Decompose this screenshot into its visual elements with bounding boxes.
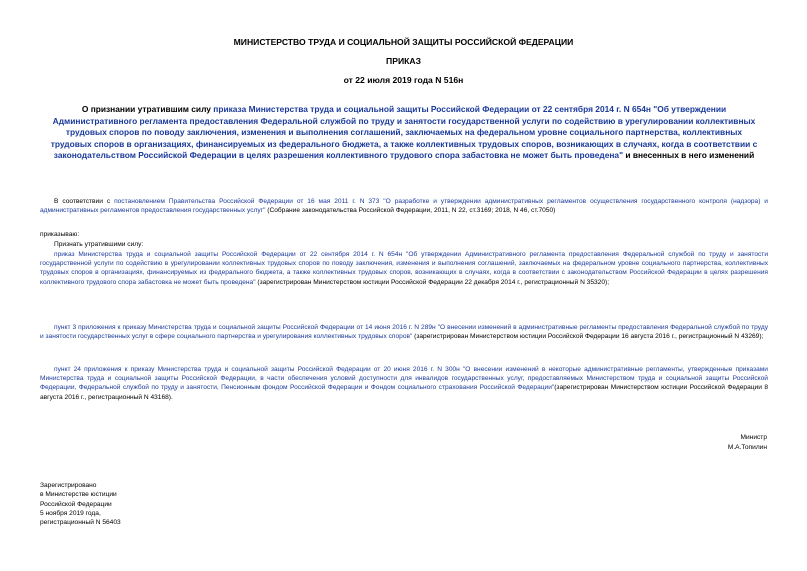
intro-prefix: В соответствии с [54,198,115,205]
intro-link[interactable]: постановлением Правительства Российской Федерации от 16 мая 2011 г. N 373 "О разработке и утверждении административных регламентов осуществления государственного контроля (надзора) и административных регламентов предоставления государственных услуг" [40,198,768,215]
ministry-heading: МИНИСТЕРСТВО ТРУДА И СОЦИАЛЬНОЙ ЗАЩИТЫ РОССИЙСКОЙ ФЕДЕРАЦИИ [233,37,574,47]
intro-paragraph [40,197,768,215]
list-item [40,250,768,287]
item-3-suffix: (зарегистрирован Министерством юстиции Российской Федерации 8 августа 2016 г., регистрационный N 43168). [40,384,768,401]
registration-line-2: в Министерстве юстиции [40,491,117,499]
item-3-link[interactable]: пункт 24 приложения к приказу Министерства труда и социальной защиты Российской Федерации от 20 июня 2016 г. N 300н "О внесении изменений в некоторые административные регламенты, утвержденные приказами Министерства труда и социальной защиты Российской Федерации, в части обеспечения условий доступности для инвалидов государственных услуг, предоставляемых Министерством труда и социальной защиты Российской Федерации, Федеральной службой по труду и занятости, Пенсионным фондом Российской Федерации и Фондом социального страхования Российской Федерации" [40,366,768,392]
item-1-suffix: (зарегистрирован Министерством юстиции Российской Федерации 22 декабря 2014 г., регистрационный N 35320); [255,278,610,286]
registration-line-5: регистрационный N 56403 [40,519,121,527]
title-suffix: и внесенных в него изменений [623,150,755,160]
item-2-link[interactable]: пункт 3 приложения к приказу Министерства труда и социальной защиты Российской Федерации от 14 июня 2016 г. N 289н "О внесении изменений в административные регламенты предоставления Федеральной службой по труду и занятости государственных услуг в сфере социального партнерства и урегулирования коллективных трудовых споров" [40,324,768,341]
date-number-heading: от 22 июля 2019 года N 516н [343,75,464,85]
list-item [40,323,768,341]
item-2-suffix: (зарегистрирован Министерством юстиции Российской Федерации 16 августа 2016 г., регистрационный N 43269); [412,333,764,341]
recognize-line: Признать утратившими силу: [54,241,144,248]
intro-suffix: (Собрание законодательства Российской Федерации, 2011, N 22, ст.3169; 2018, N 46, ст.7050) [265,207,556,215]
document-title [45,104,763,162]
title-link[interactable]: приказа Министерства труда и социальной защиты Российской Федерации от 22 сентября 2014 г. N 654н "Об утверждении Административного регламента предоставления Федеральной службой по труду и занятости государственной услуги по содействию в урегулировании коллективных трудовых споров по поводу заключения, изменения и выполнения соглашений, заключаемых на федеральном уровне социального партнерства, коллективных трудовых споров в организациях, финансируемых из федерального бюджета, а также коллективных трудовых споров, возникающих в случаях, когда в соответствии с законодательством Российской Федерации в целях разрешения коллективного трудового спора забастовка не может быть проведена" [50,104,758,160]
list-item [40,365,768,402]
registration-line-4: 5 ноября 2019 года, [40,509,101,517]
item-1-link[interactable]: приказ Министерства труда и социальной защиты Российской Федерации от 22 сентября 2014 г. N 654н "Об утверждении Административного регламента предоставления Федеральной службой по труду и занятости государственной услуги по содействию в урегулировании коллективных трудовых споров по поводу заключения, изменения и выполнения соглашений, заключаемых на федеральном уровне социального партнерства, коллективных трудовых споров в организациях, финансируемых из федерального бюджета, а также коллективных трудовых споров, возникающих в случаях, когда в соответствии с законодательством Российской Федерации в целях разрешения коллективного трудового спора забастовка не может быть проведена" [40,251,768,286]
doc-type-heading: ПРИКАЗ [386,56,421,66]
signature-position: Министр [740,434,767,441]
registration-block [40,481,121,527]
title-prefix: О признании утратившим силу [81,104,214,114]
signature-name: М.А.Топилин [727,444,767,451]
order-word: приказываю: [40,231,80,238]
registration-line-3: Российской Федерации [40,500,112,508]
registration-line-1: Зарегистрировано [40,482,97,489]
